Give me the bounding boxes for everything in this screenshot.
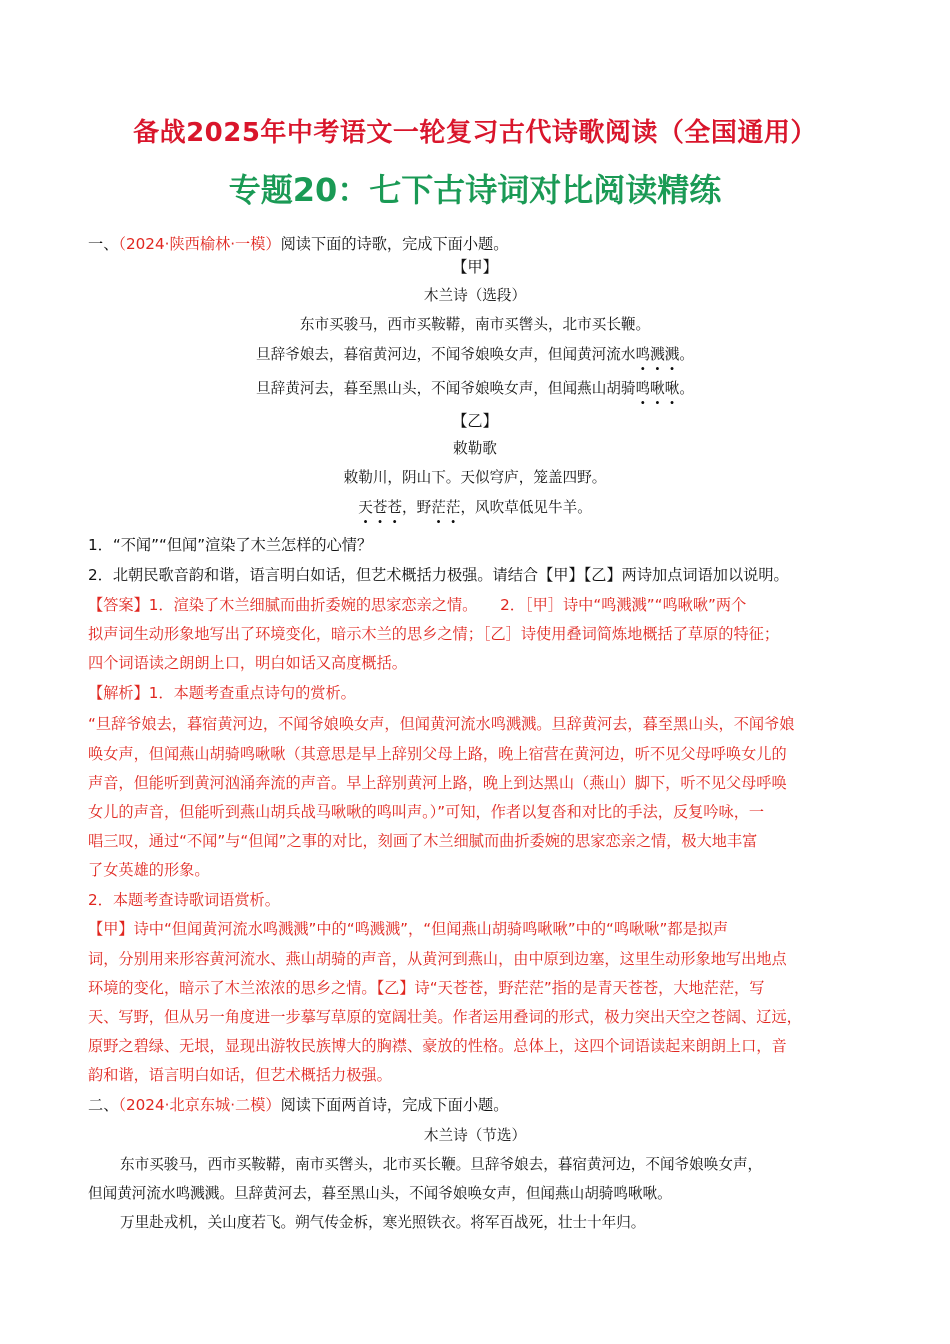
q1-number: 一、 bbox=[88, 235, 119, 253]
q2-source: （2024·北京东城·二模） bbox=[118, 1096, 281, 1114]
document-subtitle: 专题20：七下古诗词对比阅读精练 bbox=[228, 171, 722, 209]
emphasis-char: 苍 bbox=[387, 499, 403, 516]
q1-analysis-line: 唱三叹，通过“不闻”与“但闻”之事的对比，刻画了木兰细腻而曲折委婉的思家恋亲之情，极大地丰富 bbox=[88, 832, 758, 850]
q1-yi-line-2: 天苍苍，野茫茫，风吹草低见牛羊。 bbox=[0, 496, 950, 517]
q1-subquestion-1: 1．“不闻”“但闻”渲染了木兰怎样的心情？ bbox=[88, 536, 373, 554]
q1-analysis2-line: 原野之碧绿、无垠，显现出游牧民族博大的胸襟、豪放的性格。总体上，这四个词语读起来朗朗上口，音 bbox=[88, 1037, 787, 1055]
q1-analysis-heading: 【解析】1．本题考查重点诗句的赏析。 bbox=[88, 684, 356, 702]
emphasis-char: 鸣 bbox=[635, 380, 651, 397]
q1-answer-line: 拟声词生动形象地写出了环境变化，暗示木兰的思乡之情；［乙］诗使用叠词简炼地概括了草原的特征； bbox=[88, 625, 780, 643]
q2-poem-line: 但闻黄河流水鸣溅溅。旦辞黄河去，暮至黑山头，不闻爷娘唤女声，但闻燕山胡骑鸣啾啾。 bbox=[88, 1185, 672, 1202]
q1-intro: 阅读下面的诗歌，完成下面小题。 bbox=[280, 235, 509, 253]
q2-number: 二、 bbox=[88, 1096, 119, 1114]
q1-jia-line-3: 旦辞黄河去，暮至黑山头，不闻爷娘唤女声，但闻燕山胡骑鸣啾啾。 bbox=[0, 377, 950, 398]
q1-subquestion-2: 2．北朝民歌音韵和谐，语言明白如话，但艺术概括力极强。请结合【甲】【乙】两诗加点词语加以说明。 bbox=[88, 566, 789, 584]
q1-jia-title: 木兰诗（选段） bbox=[423, 287, 527, 304]
q1-answer-line: 四个词语读之朗朗上口，明白如话又高度概括。 bbox=[88, 654, 407, 672]
q1-analysis2-heading: 2．本题考查诗歌词语赏析。 bbox=[88, 891, 280, 909]
q1-analysis-line: 女儿的声音，但能听到燕山胡兵战马啾啾的鸣叫声。）”可知，作者以复沓和对比的手法，反复吟咏，一 bbox=[88, 803, 765, 821]
q1-analysis-line: “旦辞爷娘去，暮宿黄河边，不闻爷娘唤女声，但闻黄河流水鸣溅溅。旦辞黄河去，暮至黑山头，不闻爷娘 bbox=[88, 715, 795, 733]
q1-analysis2-line: 词，分别用来形容黄河流水、燕山胡骑的声音，从黄河到燕山，由中原到边塞，这里生动形象地写出地点 bbox=[88, 950, 787, 968]
emphasis-char: 鸣 bbox=[635, 346, 651, 363]
emphasis-char: 茫 bbox=[445, 499, 461, 516]
q1-jia-label: 【甲】 bbox=[452, 258, 498, 276]
q1-yi-label: 【乙】 bbox=[452, 412, 498, 430]
emphasis-char: 茫 bbox=[431, 499, 446, 516]
q1-analysis-line: 声音，但能听到黄河汹涌奔流的声音。早上辞别黄河上路，晚上到达黑山（燕山）脚下，听不见父母呼唤 bbox=[88, 774, 787, 792]
q1-yi-line-1: 敕勒川，阴山下。天似穹庐，笼盖四野。 bbox=[343, 469, 607, 486]
emphasis-char: 溅 bbox=[650, 346, 665, 363]
emphasis-char: 天 bbox=[358, 499, 373, 516]
q1-header bbox=[88, 233, 508, 254]
q2-header bbox=[88, 1094, 508, 1115]
emphasis-char: 苍 bbox=[372, 499, 388, 516]
emphasis-char: 啾 bbox=[650, 380, 665, 397]
q1-jia-line-2: 旦辞爷娘去，暮宿黄河边，不闻爷娘唤女声，但闻黄河流水鸣溅溅。 bbox=[0, 343, 950, 364]
q1-analysis-line: 唤女声，但闻燕山胡骑鸣啾啾（其意思是早上辞别父母上路，晚上宿营在黄河边，听不见父母呼唤女儿的 bbox=[88, 745, 787, 763]
q1-jia-line-1: 东市买骏马，西市买鞍鞯，南市买辔头，北市买长鞭。 bbox=[299, 316, 651, 333]
q2-poem-line: 东市买骏马，西市买鞍鞯，南市买辔头，北市买长鞭。旦辞爷娘去，暮宿黄河边，不闻爷娘唤女声， bbox=[120, 1156, 763, 1173]
q2-poem-title: 木兰诗（节选） bbox=[423, 1127, 527, 1144]
q1-answer-line: 【答案】1．渲染了木兰细腻而曲折委婉的思家恋亲之情。 2．［甲］诗中“鸣溅溅”“鸣啾啾”两个 bbox=[88, 596, 747, 614]
document-title: 备战2025年中考语文一轮复习古代诗歌阅读（全国通用） bbox=[133, 118, 817, 148]
emphasis-char: 溅 bbox=[664, 346, 680, 363]
q2-intro: 阅读下面两首诗，完成下面小题。 bbox=[280, 1096, 509, 1114]
q1-analysis2-line: 天、写野，但从另一角度进一步摹写草原的宽阔壮美。作者运用叠词的形式，极力突出天空之苍阔、辽远， bbox=[88, 1008, 802, 1026]
q1-source: （2024·陕西榆林·一模） bbox=[118, 235, 281, 253]
emphasis-char: 啾 bbox=[664, 380, 680, 397]
q1-analysis2-line: 环境的变化，暗示了木兰浓浓的思乡之情。【乙】诗“天苍苍，野茫茫”指的是青天苍苍，大地茫茫，写 bbox=[88, 979, 765, 997]
q1-analysis2-line: 【甲】诗中“但闻黄河流水鸣溅溅”中的“鸣溅溅”，“但闻燕山胡骑鸣啾啾”中的“鸣啾啾”都是拟声 bbox=[88, 920, 729, 938]
q2-poem-line: 万里赴戎机，关山度若飞。朔气传金柝，寒光照铁衣。将军百战死，壮士十年归。 bbox=[120, 1214, 646, 1231]
q1-yi-title: 敕勒歌 bbox=[453, 440, 497, 457]
q1-analysis-line: 了女英雄的形象。 bbox=[88, 861, 210, 879]
q1-analysis2-line: 韵和谐，语言明白如话，但艺术概括力极强。 bbox=[88, 1066, 392, 1084]
